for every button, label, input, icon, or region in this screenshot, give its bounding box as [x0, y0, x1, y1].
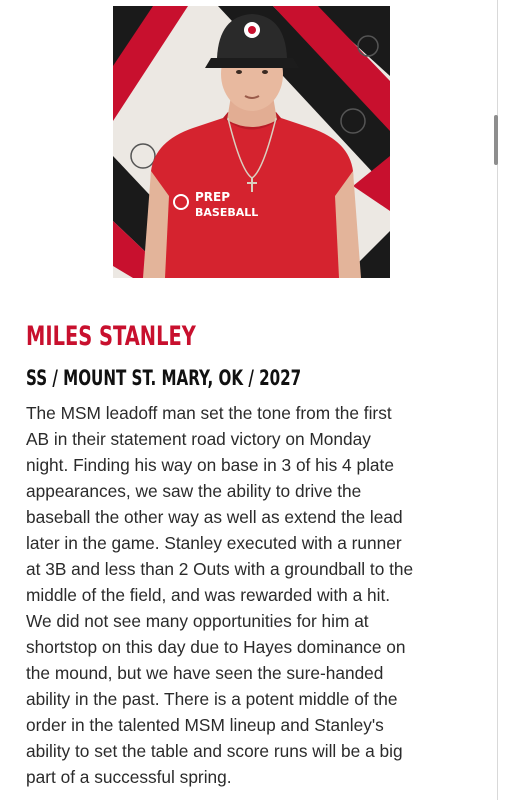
blurb-line: shortstop on this day due to Hayes dominance on	[26, 637, 406, 657]
blurb-line: at 3B and less than 2 Outs with a groundball to the	[26, 559, 414, 579]
blurb-line: ability in the past. There is a potent middle of the	[26, 689, 398, 709]
player-name: MILES STANLEY	[26, 321, 196, 352]
blurb-line: the mound, but we have seen the sure-handed	[26, 663, 384, 683]
blurb-line: baseball the other way as well as extend the lead	[26, 507, 403, 527]
shirt-logo-line2: BASEBALL	[195, 206, 259, 219]
blurb-line: order in the talented MSM lineup and Stanley's	[26, 715, 384, 735]
vertical-scrollbar[interactable]	[494, 115, 498, 165]
blurb-line: AB in their statement road victory on Monday	[26, 429, 371, 449]
blurb-line: ability to set the table and score runs will be a big	[26, 741, 403, 761]
blurb-line: appearances, we saw the ability to drive the	[26, 481, 362, 501]
blurb-line: We did not see many opportunities for him at	[26, 611, 369, 631]
blurb-line: middle of the field, and was rewarded with a hit.	[26, 585, 391, 605]
player-photo	[113, 6, 390, 278]
blurb-line: night. Finding his way on base in 3 of his 4 plate	[26, 455, 394, 475]
blurb-line: The MSM leadoff man set the tone from the first	[26, 403, 392, 423]
blurb-line: later in the game. Stanley executed with a runner	[26, 533, 402, 553]
shirt-logo-line1: PREP	[195, 190, 231, 204]
player-position-school-year: SS / MOUNT ST. MARY, OK / 2027	[26, 366, 302, 390]
blurb-line: part of a successful spring.	[26, 767, 232, 787]
scouting-blurb	[26, 400, 496, 790]
